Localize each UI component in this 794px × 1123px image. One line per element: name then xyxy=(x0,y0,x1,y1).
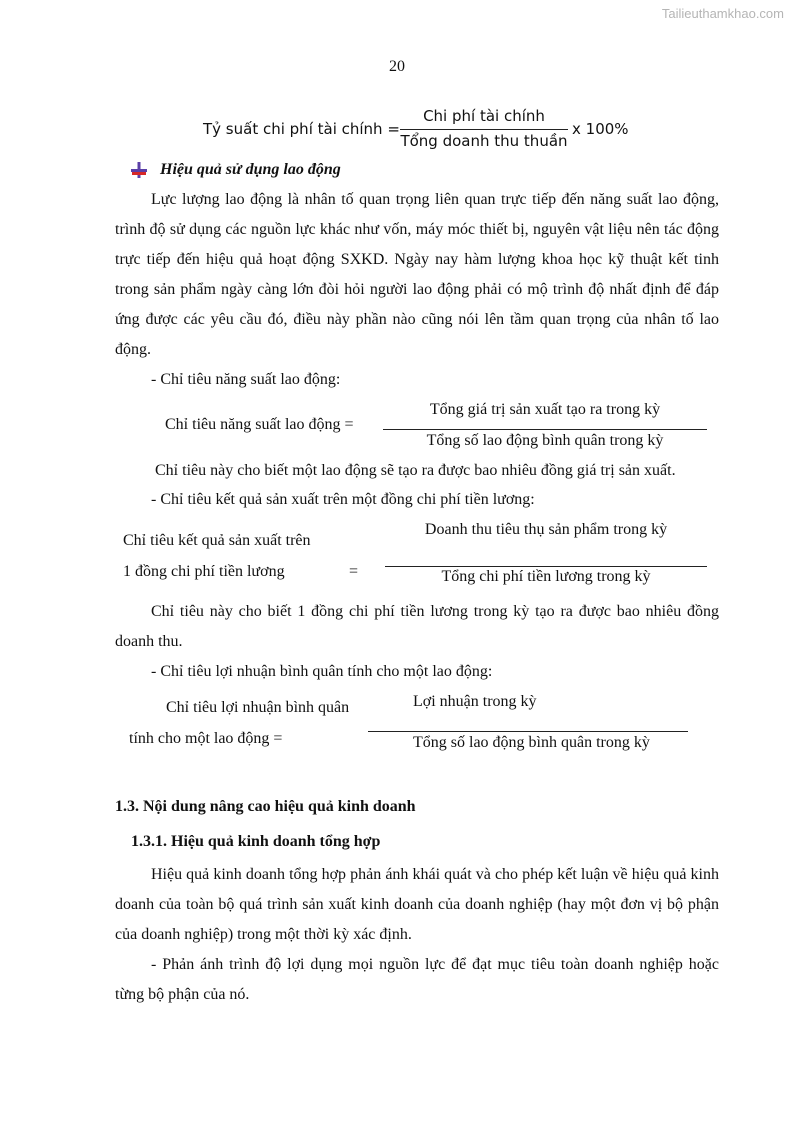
item2-note: Chỉ tiêu này cho biết 1 đồng chi phí tiền lương trong kỳ tạo ra được bao nhiêu đồng doanh thu. xyxy=(115,603,719,650)
watermark: Tailieuthamkhao.com xyxy=(661,6,784,21)
formula3-lhs-line1: Chỉ tiêu lợi nhuận bình quân xyxy=(166,699,350,716)
formula3-numerator: Lợi nhuận trong kỳ xyxy=(413,693,537,710)
section-1-3-heading: 1.3. Nội dung nâng cao hiệu quả kinh doanh xyxy=(115,798,416,815)
item2-label: - Chỉ tiêu kết quả sản xuất trên một đồng chi phí tiền lương: xyxy=(151,491,535,508)
formula2-lhs-line1: Chỉ tiêu kết quả sản xuất trên xyxy=(123,532,311,549)
formula1-denominator: Tổng số lao động bình quân trong kỳ xyxy=(426,432,664,449)
formula2-lhs-line2: 1 đồng chi phí tiền lương xyxy=(123,563,285,580)
formula2-denominator: Tổng chi phí tiền lương trong kỳ xyxy=(441,568,651,585)
formula3-fraction-bar xyxy=(368,731,688,732)
formula1-fraction-bar xyxy=(383,429,707,430)
section-1-3-1-point: - Phản ánh trình độ lợi dụng mọi nguồn lực để đạt mục tiêu toàn doanh nghiệp hoặc từng bộ phận của nó. xyxy=(115,956,719,1003)
financial-ratio-denominator: Tổng doanh thu thuần xyxy=(400,132,568,150)
financial-ratio-lhs: Tỷ suất chi phí tài chính = xyxy=(203,120,400,138)
section-1-3-1-paragraph: Hiệu quả kinh doanh tổng hợp phản ánh khái quát và cho phép kết luận về hiệu quả kinh doanh của toàn bộ quá trình sản xuất kinh doanh của doanh nghiệp (hay một đơn vị bộ phận của doanh nghiệp) trong một thời kỳ xác định. xyxy=(115,866,719,943)
section-labor-heading: Hiệu quả sử dụng lao động xyxy=(160,161,341,178)
formula2-numerator: Doanh thu tiêu thụ sản phẩm trong kỳ xyxy=(424,521,668,538)
formula3-denominator: Tổng số lao động bình quân trong kỳ xyxy=(413,734,650,751)
formula1-lhs: Chỉ tiêu năng suất lao động = xyxy=(165,416,354,433)
section-1-3-1-heading: 1.3.1. Hiệu quả kinh doanh tổng hợp xyxy=(131,833,381,850)
item1-label: - Chỉ tiêu năng suất lao động: xyxy=(151,371,341,388)
item3-label: - Chỉ tiêu lợi nhuận bình quân tính cho một lao động: xyxy=(151,663,493,680)
formula2-equals: = xyxy=(349,563,359,580)
financial-ratio-numerator: Chi phí tài chính xyxy=(423,107,545,125)
financial-ratio-suffix: x 100% xyxy=(572,120,629,138)
labor-paragraph: Lực lượng lao động là nhân tố quan trọng liên quan trực tiếp đến năng suất lao động, trình độ sử dụng các nguồn lực khác như vốn, máy móc thiết bị, nguyên vật liệu nên tác động trực tiếp đến hiệu quả hoạt động SXKD. Ngày nay hàm lượng khoa học kỹ thuật kết tinh trong sản phẩm ngày càng lớn đòi hỏi người lao động phải có mộ trình độ nhất định để đáp ứng được các yêu cầu đó, điều này phần nào cũng nói lên tầm quan trọng của nhân tố lao động. xyxy=(115,191,719,358)
financial-ratio-fraction-bar xyxy=(400,129,568,130)
formula1-numerator: Tổng giá trị sản xuất tạo ra trong kỳ xyxy=(429,401,661,418)
item1-note: Chỉ tiêu này cho biết một lao động sẽ tạo ra được bao nhiêu đồng giá trị sản xuất. xyxy=(155,462,676,479)
formula3-lhs-line2: tính cho một lao động = xyxy=(129,730,283,747)
formula2-fraction-bar xyxy=(385,566,707,567)
cross-bullet-icon xyxy=(131,162,147,178)
page-number: 20 xyxy=(389,58,405,75)
